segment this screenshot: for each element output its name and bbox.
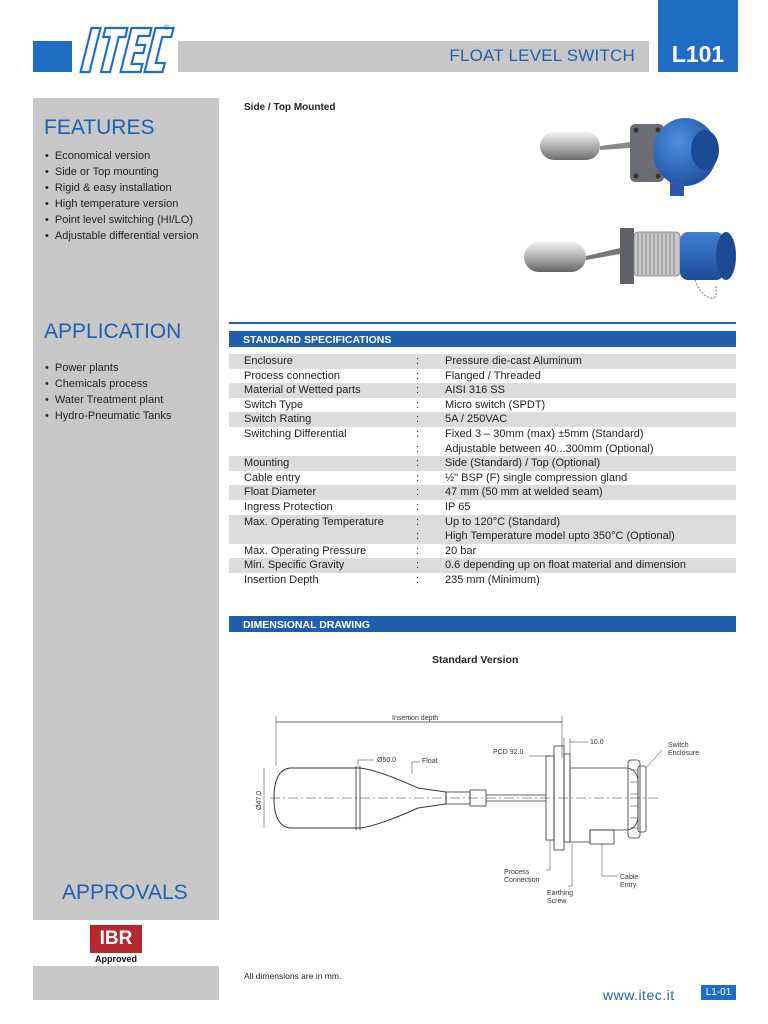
application-item: • Water Treatment plant bbox=[45, 392, 171, 408]
spec-value: 20 bar bbox=[445, 544, 477, 557]
label-enclosure: Enclosure bbox=[668, 750, 700, 757]
spec-line bbox=[229, 529, 736, 544]
spec-colon: : bbox=[416, 457, 420, 470]
spec-row bbox=[229, 471, 736, 486]
specs-title-bar bbox=[229, 331, 736, 347]
spec-line bbox=[229, 544, 736, 559]
spec-value: 47 mm (50 mm at welded seam) bbox=[445, 486, 603, 499]
feature-item: • Rigid & easy installation bbox=[45, 180, 198, 196]
feature-item: • Adjustable differential version bbox=[45, 228, 198, 244]
spec-colon: : bbox=[416, 515, 420, 528]
spec-colon: : bbox=[416, 355, 420, 367]
label-dia50: Ø50.0 bbox=[377, 757, 397, 764]
spec-colon: : bbox=[416, 384, 420, 397]
spec-label: Cable entry bbox=[244, 471, 301, 484]
spec-colon: : bbox=[416, 413, 420, 426]
label-earthing: Earthing bbox=[547, 890, 574, 897]
spec-colon: : bbox=[416, 544, 420, 557]
feature-item: • Side or Top mounting bbox=[45, 164, 198, 180]
spec-value: Side (Standard) / Top (Optional) bbox=[445, 457, 601, 470]
spec-colon: : bbox=[416, 500, 420, 513]
spec-row bbox=[229, 398, 736, 413]
spec-label: Insertion Depth bbox=[244, 573, 319, 586]
spec-row bbox=[229, 515, 736, 544]
drawing-subtitle: Standard Version bbox=[432, 654, 519, 666]
spec-value: 5A / 250VAC bbox=[445, 413, 508, 426]
spec-line bbox=[229, 485, 736, 500]
spec-line bbox=[229, 412, 736, 427]
spec-colon: : bbox=[416, 427, 420, 440]
feature-item: • Economical version bbox=[45, 148, 198, 164]
product-title: FLOAT LEVEL SWITCH bbox=[449, 46, 635, 65]
features-list bbox=[45, 148, 198, 244]
feature-item: • High temperature version bbox=[45, 196, 198, 212]
spec-line bbox=[229, 500, 736, 515]
spec-colon: : bbox=[416, 398, 420, 411]
spec-row bbox=[229, 456, 736, 471]
label-insertion-depth: Insertion depth bbox=[392, 715, 439, 722]
svg-text:®: ® bbox=[164, 25, 170, 32]
spec-colon: : bbox=[416, 559, 420, 572]
label-cable: Cable bbox=[620, 874, 639, 881]
spec-label: Switch Type bbox=[244, 398, 304, 411]
spec-label: Ingress Protection bbox=[244, 500, 333, 513]
label-10mm: 10.0 bbox=[590, 739, 604, 746]
spec-value: High Temperature model upto 350°C (Optional) bbox=[445, 530, 675, 543]
label-screw: Screw bbox=[547, 898, 567, 905]
features-title: FEATURES bbox=[44, 116, 155, 139]
spec-value: AISI 316 SS bbox=[445, 384, 505, 397]
spec-line bbox=[229, 427, 736, 442]
label-process: Process bbox=[504, 869, 530, 876]
label-entry: Entry bbox=[620, 882, 637, 889]
spec-value: Fixed 3 – 30mm (max) ±5mm (Standard) bbox=[445, 427, 644, 440]
label-switch: Switch bbox=[668, 742, 689, 749]
spec-line bbox=[229, 456, 736, 471]
spec-value: 0.6 depending up on float material and dimension bbox=[445, 559, 686, 572]
header-bar bbox=[178, 41, 649, 72]
application-list bbox=[45, 360, 171, 424]
label-dia47: Ø47.0 bbox=[256, 790, 263, 810]
application-item: • Chemicals process bbox=[45, 376, 171, 392]
spec-value: Up to 120°C (Standard) bbox=[445, 515, 561, 528]
label-float: Float bbox=[422, 758, 438, 765]
spec-label: Max. Operating Pressure bbox=[244, 544, 367, 557]
specs-title: STANDARD SPECIFICATIONS bbox=[243, 334, 392, 346]
spec-value: 235 mm (Minimum) bbox=[445, 573, 540, 586]
page-code: L1-01 bbox=[701, 985, 736, 1000]
spec-value: IP 65 bbox=[445, 500, 471, 513]
spec-label: Material of Wetted parts bbox=[244, 384, 361, 397]
spec-colon: : bbox=[416, 486, 420, 499]
spec-line bbox=[229, 442, 736, 457]
spec-colon: : bbox=[416, 442, 420, 455]
itec-logo bbox=[78, 18, 176, 76]
feature-item: • Point level switching (HI/LO) bbox=[45, 212, 198, 228]
application-item: • Power plants bbox=[45, 360, 171, 376]
product-photo-flanged bbox=[535, 112, 735, 207]
spec-label: Enclosure bbox=[244, 355, 293, 367]
spec-colon: : bbox=[416, 573, 420, 586]
spec-label: Mounting bbox=[244, 457, 290, 470]
product-code-box bbox=[658, 0, 738, 72]
spec-row bbox=[229, 427, 736, 456]
spec-row bbox=[229, 383, 736, 398]
spec-line bbox=[229, 573, 736, 588]
spec-row bbox=[229, 573, 736, 588]
spec-line bbox=[229, 383, 736, 398]
spec-value: Adjustable between 40...300mm (Optional) bbox=[445, 442, 654, 455]
spec-line bbox=[229, 398, 736, 413]
spec-label: Min. Specific Gravity bbox=[244, 559, 345, 572]
ibr-badge-sub: Approved bbox=[94, 954, 137, 964]
spec-line bbox=[229, 558, 736, 573]
spec-label: Switch Rating bbox=[244, 413, 312, 426]
spec-value: ½" BSP (F) single compression gland bbox=[445, 471, 628, 484]
header-accent-square bbox=[33, 41, 72, 72]
spec-line bbox=[229, 515, 736, 530]
website-link[interactable]: www.itec.it bbox=[603, 987, 675, 1003]
dimensional-drawing bbox=[250, 710, 720, 915]
spec-line bbox=[229, 354, 736, 369]
spec-colon: : bbox=[416, 369, 420, 382]
spec-top-rule bbox=[229, 322, 736, 324]
ibr-badge-label: IBR bbox=[90, 925, 142, 953]
spec-row bbox=[229, 544, 736, 559]
spec-label: Process connection bbox=[244, 369, 340, 382]
spec-row bbox=[229, 412, 736, 427]
footer-gray-block bbox=[33, 966, 219, 1000]
spec-label: Max. Operating Temperature bbox=[244, 515, 384, 528]
spec-line bbox=[229, 471, 736, 486]
spec-colon: : bbox=[416, 530, 420, 543]
spec-value: Flanged / Threaded bbox=[445, 369, 541, 382]
spec-label: Switching Differential bbox=[244, 427, 347, 440]
spec-row bbox=[229, 558, 736, 573]
spec-label: Float Diameter bbox=[244, 486, 317, 499]
application-item: • Hydro-Pneumatic Tanks bbox=[45, 408, 171, 424]
spec-row bbox=[229, 500, 736, 515]
mount-label: Side / Top Mounted bbox=[244, 102, 336, 113]
ibr-approval-badge bbox=[90, 925, 142, 963]
spec-value: Pressure die-cast Aluminum bbox=[445, 355, 582, 367]
spec-row bbox=[229, 485, 736, 500]
product-code: L101 bbox=[671, 41, 725, 67]
approvals-title: APPROVALS bbox=[62, 881, 188, 904]
application-title: APPLICATION bbox=[44, 320, 182, 343]
label-pcd: PCD 92.0 bbox=[493, 749, 524, 756]
spec-line bbox=[229, 369, 736, 384]
spec-table bbox=[229, 354, 736, 588]
product-photo-bellows bbox=[520, 218, 738, 306]
label-connection: Connection bbox=[504, 877, 540, 884]
drawing-title: DIMENSIONAL DRAWING bbox=[243, 619, 370, 631]
spec-value: Micro switch (SPDT) bbox=[445, 398, 546, 411]
spec-row bbox=[229, 369, 736, 384]
drawing-title-bar bbox=[229, 616, 736, 632]
spec-row bbox=[229, 354, 736, 369]
spec-colon: : bbox=[416, 471, 420, 484]
dimension-note: All dimensions are in mm. bbox=[244, 971, 342, 981]
